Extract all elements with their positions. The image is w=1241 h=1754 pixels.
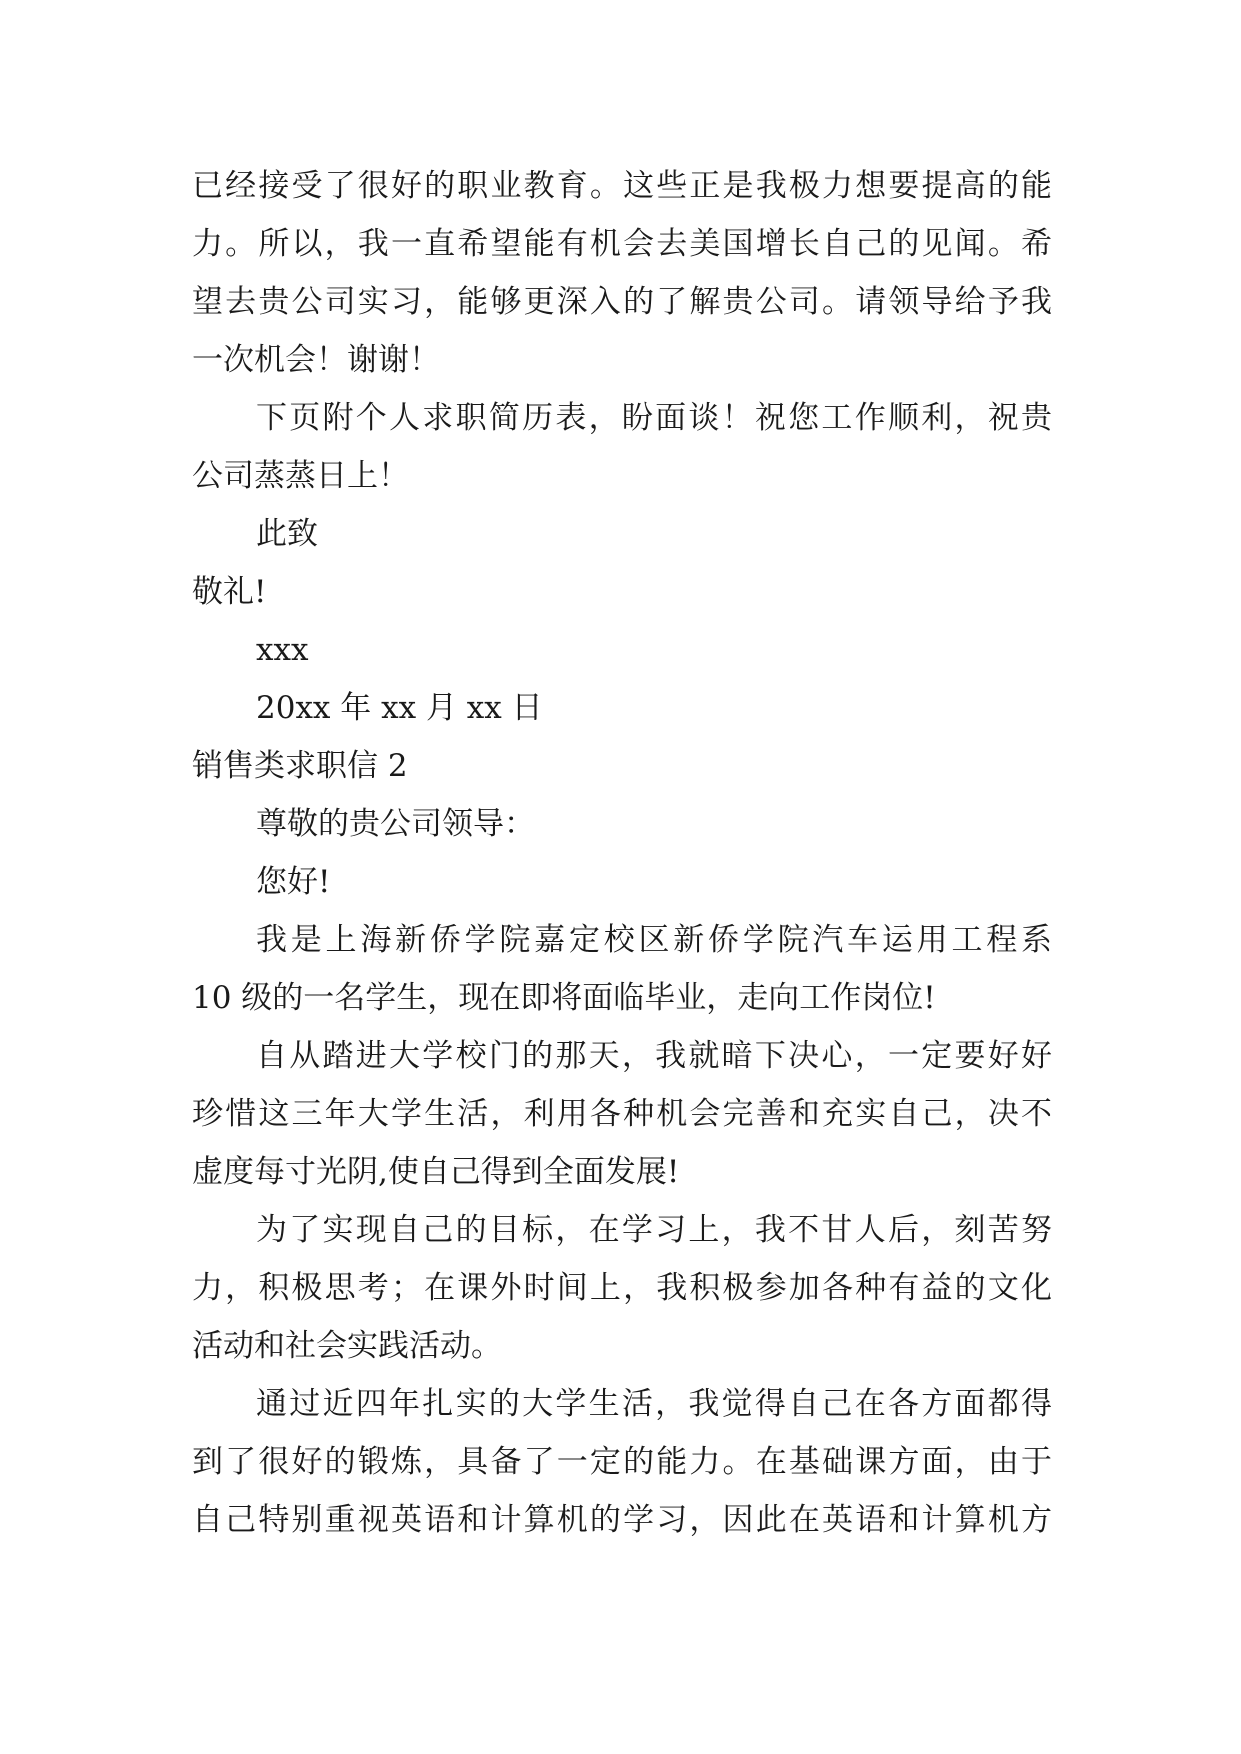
text-line: 力，积极思考；在课外时间上，我积极参加各种有益的文化 <box>192 1270 1052 1306</box>
signature-name: xxx <box>256 632 309 668</box>
text-line: 公司蒸蒸日上！ <box>192 458 409 494</box>
text-line: 力。所以，我一直希望能有机会去美国增长自己的见闻。希 <box>192 226 1052 262</box>
text-line: 10 级的一名学生，现在即将面临毕业，走向工作岗位! <box>192 980 936 1016</box>
text-line: 我是上海新侨学院嘉定校区新侨学院汽车运用工程系 <box>256 922 1052 958</box>
greeting-recipient: 尊敬的贵公司领导： <box>256 806 535 842</box>
text-line: 到了很好的锻炼，具备了一定的能力。在基础课方面，由于 <box>192 1444 1052 1480</box>
text-line: 为了实现自己的目标，在学习上，我不甘人后，刻苦努 <box>256 1212 1052 1248</box>
closing-regards: 敬礼! <box>192 574 267 610</box>
signature-date: 20xx 年 xx 月 xx 日 <box>256 690 543 726</box>
text-line: 珍惜这三年大学生活，利用各种机会完善和充实自己，决不 <box>192 1096 1052 1132</box>
text-line: 通过近四年扎实的大学生活，我觉得自己在各方面都得 <box>256 1386 1052 1422</box>
text-line: 望去贵公司实习，能够更深入的了解贵公司。请领导给予我 <box>192 284 1052 320</box>
text-line: 已经接受了很好的职业教育。这些正是我极力想要提高的能 <box>192 168 1052 204</box>
section-title: 销售类求职信 2 <box>192 748 408 784</box>
text-line: 下页附个人求职简历表，盼面谈！祝您工作顺利，祝贵 <box>256 400 1052 436</box>
text-line: 活动和社会实践活动。 <box>192 1328 502 1364</box>
text-line: 自己特别重视英语和计算机的学习，因此在英语和计算机方 <box>192 1502 1052 1538</box>
text-line: 虚度每寸光阴,使自己得到全面发展! <box>192 1154 680 1190</box>
closing-salutation: 此致 <box>256 516 318 552</box>
text-line: 一次机会！谢谢！ <box>192 342 440 378</box>
text-line: 自从踏进大学校门的那天，我就暗下决心，一定要好好 <box>256 1038 1052 1074</box>
greeting: 您好! <box>256 864 331 900</box>
